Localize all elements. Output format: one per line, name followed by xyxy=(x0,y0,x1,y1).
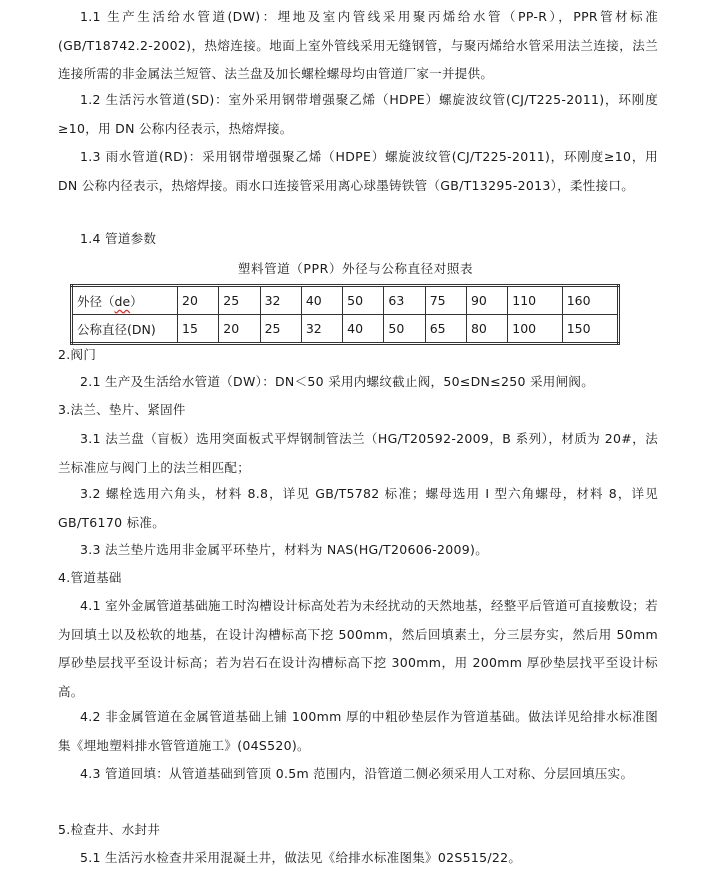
paragraph-1-4: 1.4 管道参数 xyxy=(80,231,157,246)
paragraph-3-1: 3.1 法兰盘（盲板）选用突面板式平焊钢制管法兰（HG/T20592-2009，B 系列），材质为 20#，法兰标准应与阀门上的法兰相匹配； xyxy=(58,431,658,475)
table-cell: 40 xyxy=(343,315,384,344)
table-cell: 20 xyxy=(178,286,219,315)
table-cell: 110 xyxy=(508,286,562,315)
paragraph-5-1: 5.1 生活污水检查井采用混凝土井，做法见《给排水标准图集》02S515/22。 xyxy=(80,850,522,865)
row-label-outer-diameter xyxy=(72,286,178,315)
section-4-heading: 4.管道基础 xyxy=(58,570,122,585)
table-cell: 65 xyxy=(425,315,466,344)
table-cell: 15 xyxy=(178,315,219,344)
row-label-prefix: 外径（ xyxy=(77,293,115,309)
paragraph-4-3: 4.3 管道回填：从管道基础到管顶 0.5m 范围内，沿管道二侧必须采用人工对称、分层回填压实。 xyxy=(80,766,634,781)
paragraph-1-1: 1.1 生产生活给水管道(DW)：埋地及室内管线采用聚丙烯给水管（PP-R），PPR管材标准(GB/T18742.2-2002)，热熔连接。地面上室外管线采用无缝钢管，与聚丙烯给水管采用法兰连接，法兰连接所需的非金属法兰短管、法兰盘及加长螺栓螺母均由管道厂家一并提供。 xyxy=(58,9,658,81)
table-cell: 90 xyxy=(466,286,507,315)
row-label-suffix: ） xyxy=(130,293,143,309)
paragraph-3-3: 3.3 法兰垫片选用非金属平环垫片，材料为 NAS(HG/T20606-2009)。 xyxy=(80,542,489,557)
table-cell: 63 xyxy=(384,286,425,315)
table-cell: 32 xyxy=(260,286,301,315)
table-cell: 32 xyxy=(301,315,342,344)
table-cell: 80 xyxy=(466,315,507,344)
table-cell: 25 xyxy=(260,315,301,344)
table-row-outer-diameter xyxy=(72,286,619,315)
section-5-heading: 5.检查井、水封井 xyxy=(58,822,161,837)
row-label-unit: de xyxy=(114,293,131,309)
paragraph-4-1: 4.1 室外金属管道基础施工时沟槽设计标高处若为未经扰动的天然地基，经整平后管道可直接敷设；若为回填土以及松软的地基，在设计沟槽标高下挖 500mm，然后回填素土，分三层夯实，然后用 50mm 厚砂垫层找平至设计标高；若为岩石在设计沟槽标高下挖 300mm，用 200mm 厚砂垫层找平至设计标高。 xyxy=(58,598,658,699)
paragraph-1-2: 1.2 生活污水管道(SD)：室外采用钢带增强聚乙烯（HDPE）螺旋波纹管(CJ/T225-2011)，环刚度≥10，用 DN 公称内径表示，热熔焊接。 xyxy=(58,92,658,136)
table-cell: 75 xyxy=(425,286,466,315)
ppr-diameter-table xyxy=(70,284,620,345)
paragraph-1-3: 1.3 雨水管道(RD)：采用钢带增强聚乙烯（HDPE）螺旋波纹管(CJ/T225-2011)，环刚度≥10，用 DN 公称内径表示，热熔焊接。雨水口连接管采用离心球墨铸铁管（GB/T13295-2013），柔性接口。 xyxy=(58,149,658,193)
table-row-nominal-diameter xyxy=(72,315,619,344)
table-cell: 160 xyxy=(562,286,618,315)
row-label-nominal-diameter: 公称直径(DN) xyxy=(72,315,178,344)
paragraph-4-2: 4.2 非金属管道在金属管道基础上铺 100mm 厚的中粗砂垫层作为管道基础。做法详见给排水标准图集《埋地塑料排水管管道施工》(04S520)。 xyxy=(58,709,658,753)
section-3-heading: 3.法兰、垫片、紧固件 xyxy=(58,402,186,417)
paragraph-3-2: 3.2 螺栓选用六角头，材料 8.8，详见 GB/T5782 标准；螺母选用 I 型六角螺母，材料 8，详见 GB/T6170 标准。 xyxy=(58,486,658,530)
table-cell: 40 xyxy=(301,286,342,315)
table-caption: 塑料管道（PPR）外径与公称直径对照表 xyxy=(237,261,474,276)
table-cell: 20 xyxy=(219,315,260,344)
table-cell: 25 xyxy=(219,286,260,315)
paragraph-2-1: 2.1 生产及生活给水管道（DW）：DN＜50 采用内螺纹截止阀，50≤DN≤250 采用闸阀。 xyxy=(80,374,595,389)
table-cell: 50 xyxy=(343,286,384,315)
table-cell: 150 xyxy=(562,315,618,344)
table-cell: 50 xyxy=(384,315,425,344)
section-2-heading: 2.阀门 xyxy=(58,347,97,362)
table-cell: 100 xyxy=(508,315,562,344)
